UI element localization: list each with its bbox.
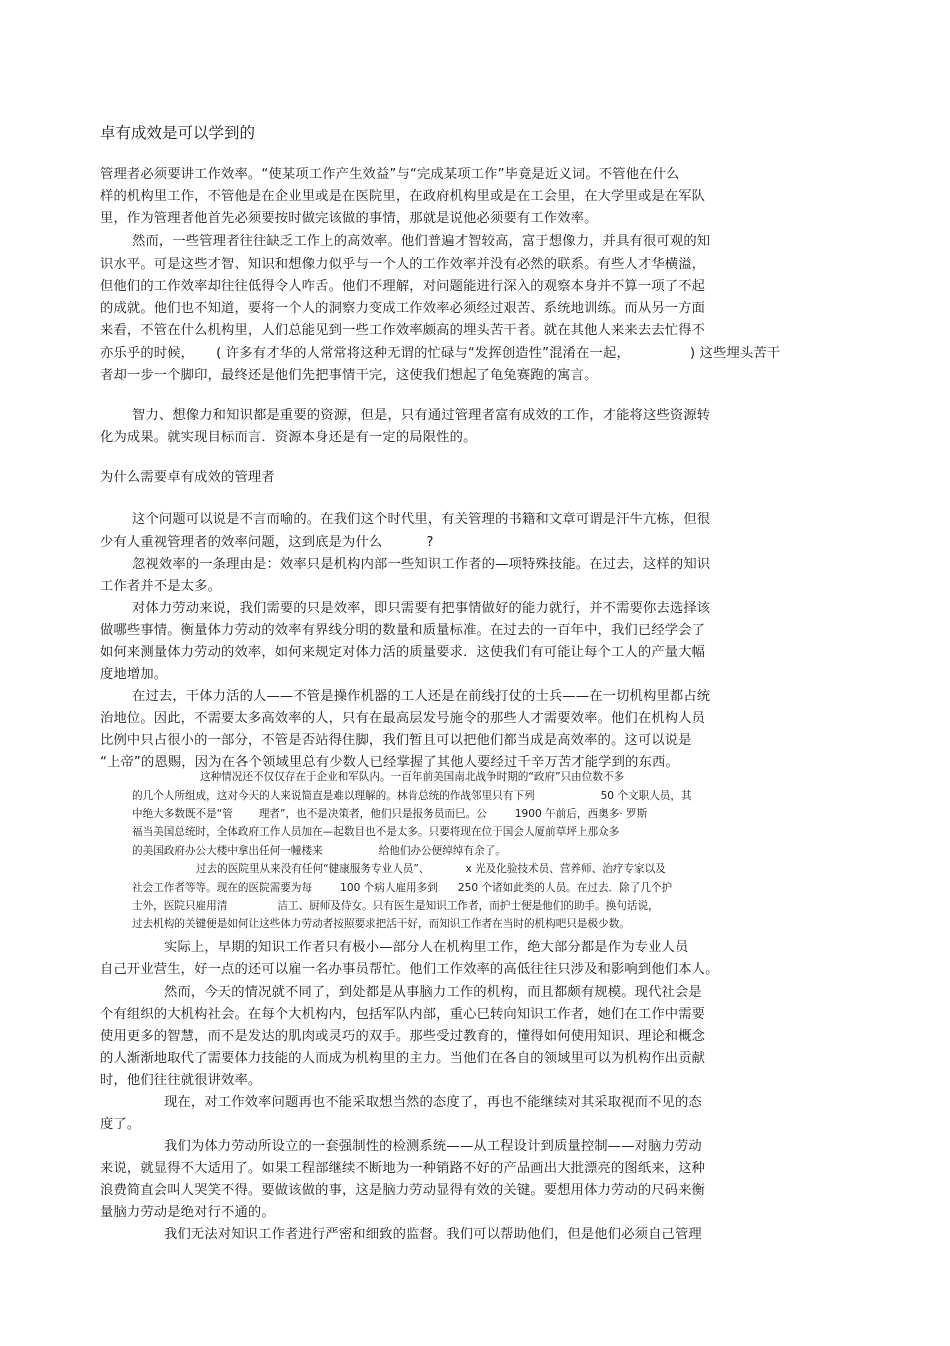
line-segment: 社会工作者等等。现在的医院需要为每 [132, 882, 313, 894]
paragraph-line: 对体力劳动来说，我们需要的只是效率，即只需要有把事情做好的能力就行，并不需要你去选择该 [132, 601, 711, 616]
line-segment: ) 这些埋头苦干 [689, 346, 781, 361]
paragraph-line: 在过去，干体力活的人——不管是操作机器的工人还是在前线打仗的士兵——在一切机构里都占统 [132, 689, 711, 704]
paragraph-line: 化为成果。就实现目标而言．资源本身还是有一定的局限性的。 [100, 430, 477, 445]
paragraph-line: 个有组织的大机构社会。在每个大机构内，包括军队内部，重心巳转向知识工作者，她们在工作中需要 [100, 1007, 706, 1022]
paragraph-line: 样的机构里工作，不管他是在企业里或是在医院里，在政府机构里或是在工会里，在大学里或是在军队 [100, 189, 706, 204]
paragraph-line: 浪费简直会叫人哭笑不得。要做该做的事，这是脑力劳动显得有效的关键。要想用体力劳动的尺码来衡 [100, 1183, 706, 1198]
paragraph-line: 实际上，早期的知识工作者只有极小—部分人在机构里工作，绝大部分都是作为专业人员 [164, 940, 689, 955]
line-segment: 100 个病人雇用多到 [340, 882, 438, 894]
paragraph-line: 的成就。他们也不知道，要将一个人的洞察力变成工作效率必须经过艰苦、系统地训练。而从另一方面 [100, 301, 706, 316]
note-line [132, 789, 692, 804]
paragraph-line: 自己开业营生，好一点的还可以雇一名办事员帮忙。他们工作效率的高低往往只涉及和影响到他们本人。 [100, 962, 719, 977]
line-segment: 中绝大多数既不是“管 [132, 808, 233, 820]
page-title: 卓有成效是可以学到的 [100, 124, 256, 142]
paragraph-line: 量脑力劳动是绝对行不通的。 [100, 1205, 275, 1220]
paragraph-line: 我们无法对知识工作者进行严密和细致的监督。我们可以帮助他们，但是他们必须自己管理 [164, 1227, 702, 1242]
paragraph-line: 度了。 [100, 1117, 141, 1132]
line-segment: 的几个人所组成，这对今天的人来说简直是难以理解的。林肯总统的作战邻里只有下列 [132, 790, 535, 802]
line-segment: 亦乐乎的时候， [100, 346, 195, 361]
note-line [196, 862, 666, 877]
section-heading: 为什么需要卓有成效的管理者 [100, 470, 275, 485]
line-segment: 250 个诸如此类的人员。在过去．除了几个护 [457, 882, 673, 894]
paragraph-line: 智力、想像力和知识都是重要的资源，但是，只有通过管理者富有成效的工作，才能将这些资源转 [132, 408, 711, 423]
paragraph-line: 我们为体力劳动所设立的一套强制性的检测系统——从工程设计到质量控制——对脑力劳动 [164, 1139, 702, 1154]
paragraph-line: 度地增加。 [100, 667, 168, 682]
paragraph-line: 识水平。可是这些才智、知识和想像力似乎与一个人的工作效率并没有必然的联系。有些人才华横溢， [100, 257, 706, 272]
line-segment: 50 个文职人员，其 [600, 790, 692, 802]
line-segment: ? [426, 535, 434, 550]
note-line [132, 899, 659, 914]
paragraph-line: 时，他们往往就很讲效率。 [100, 1073, 262, 1088]
line-segment: 过去的医院里从来没有任何“健康服务专业人员”、 [196, 863, 430, 875]
line-segment: 洁工、厨师及侍女。只有医生是知识工作者，而护士便是他们的助手。换句话说， [277, 900, 659, 912]
line-segment: 的美国政府办公大楼中拿出任何一幢楼来 [132, 845, 323, 857]
paragraph-line: 做哪些事情。衡量体力劳动的效率有界线分明的数量和质量标准。在过去的一百年中，我们已经学会了 [100, 623, 706, 638]
line-segment: 少有人重视管理者的效率问题，这到底是为什么 [100, 535, 383, 550]
paragraph-line: 者却一步一个脚印，最终还是他们先把事情干完，这使我们想起了龟兔赛跑的寓言。 [100, 368, 598, 383]
paragraph-line: 工作者并不是太多。 [100, 579, 222, 594]
paragraph-line: 管理者必须要讲工作效率。“使某项工作产生效益”与“完成某项工作”毕竟是近义词。不管他在什么 [100, 167, 680, 182]
note-line: 这种情况还不仅仅存在于企业和军队内。一百年前美国南北战争时期的“政府”只由位数不多 [200, 771, 625, 783]
paragraph-line: 治地位。因此，不需要太多高效率的人，只有在最高层发号施令的那些人才需要效率。他们在机构人员 [100, 711, 706, 726]
line-segment: x 光及化验技术员、营养师、治疗专家以及 [465, 863, 666, 875]
paragraph-line: 如何来测量体力劳动的效率，如何来规定对体力活的质量要求．这使我们有可能让每个工人的产量大幅 [100, 645, 706, 660]
paragraph-line: “上帝”的恩赐，因为在各个领域里总有少数人已经掌握了其他人要经过千辛万苦才能学到的东西。 [100, 755, 679, 770]
paragraph-line: 然而，今天的情况就不同了，到处都是从事脑力工作的机构，而且都颇有规模。现代社会是 [164, 985, 702, 1000]
paragraph-line: 的人渐渐地取代了需要体力技能的人而成为机构里的主力。当他们在各自的领域里可以为机构作出贡献 [100, 1051, 706, 1066]
paragraph-line: 里，作为管理者他首先必须要按时做完该做的事情，那就是说他必须要有工作效率。 [100, 211, 598, 226]
line-segment: 1900 午前后，西奥多· 罗斯 [514, 808, 648, 820]
note-line: 过去机构的关键便是如何让这些体力劳动者按照要求把活干好，而知识工作者在当时的机构吧只是极少数。 [132, 918, 630, 930]
note-line [132, 881, 672, 896]
paragraph-line: 比例中只占很小的一部分，不管是否站得住脚，我们暂且可以把他们都当成是高效率的。这可以说是 [100, 733, 692, 748]
paragraph-line: 使用更多的智慧，而不是发达的肌肉或灵巧的双手。那些受过教育的，懂得如何使用知识、理论和概念 [100, 1029, 706, 1044]
paragraph-line: 忽视效率的一条理由是：效率只是机构内部一些知识工作者的—项特殊技能。在过去，这样的知识 [132, 557, 711, 572]
paragraph-line: 来看，不管在什么机构里，人们总能见到一些工作效率颇高的埋头苦干者。就在其他人来来去去忙得不 [100, 323, 706, 338]
line-segment: 给他们办公便绰绰有余了。 [378, 845, 506, 857]
paragraph-line [100, 534, 434, 552]
paragraph-line: 然而，一些管理者往往缺乏工作上的高效率。他们普遍才智较高，富于想像力，并具有很可观的知 [132, 234, 711, 249]
paragraph-line: 现在，对工作效率问题再也不能采取想当然的态度了，再也不能继续对其采取视而不见的态 [164, 1095, 702, 1110]
line-segment: 士外，医院只雇用清 [132, 900, 228, 912]
paragraph-line: 这个问题可以说是不言而喻的。在我们这个时代里，有关管理的书籍和文章可谓是汗牛亢栋，但很 [132, 512, 711, 527]
note-line: 福当美国总统时，全体政府工作人员加在—起数目也不是太多。只要将现在位于国会人厦前草坪上那众多 [132, 826, 620, 838]
paragraph-line: 来说，就显得不大适用了。如果工程部继续不断地为一种销路不好的产品画出大批漂亮的图纸来，这种 [100, 1161, 706, 1176]
line-segment: ( 许多有才华的人常常将这种无谓的忙碌与“发挥创造性”混淆在一起， [216, 346, 630, 361]
note-line [132, 844, 506, 859]
paragraph-line: 但他们的工作效率却往往低得令人咋舌。他们不理解，对问题能进行深入的观察本身并不算一项了不起 [100, 279, 706, 294]
line-segment: 理者”，也不是决策者，他们只是报务员而巳。公 [258, 808, 487, 820]
note-line [132, 807, 647, 822]
paragraph-line [100, 345, 780, 363]
